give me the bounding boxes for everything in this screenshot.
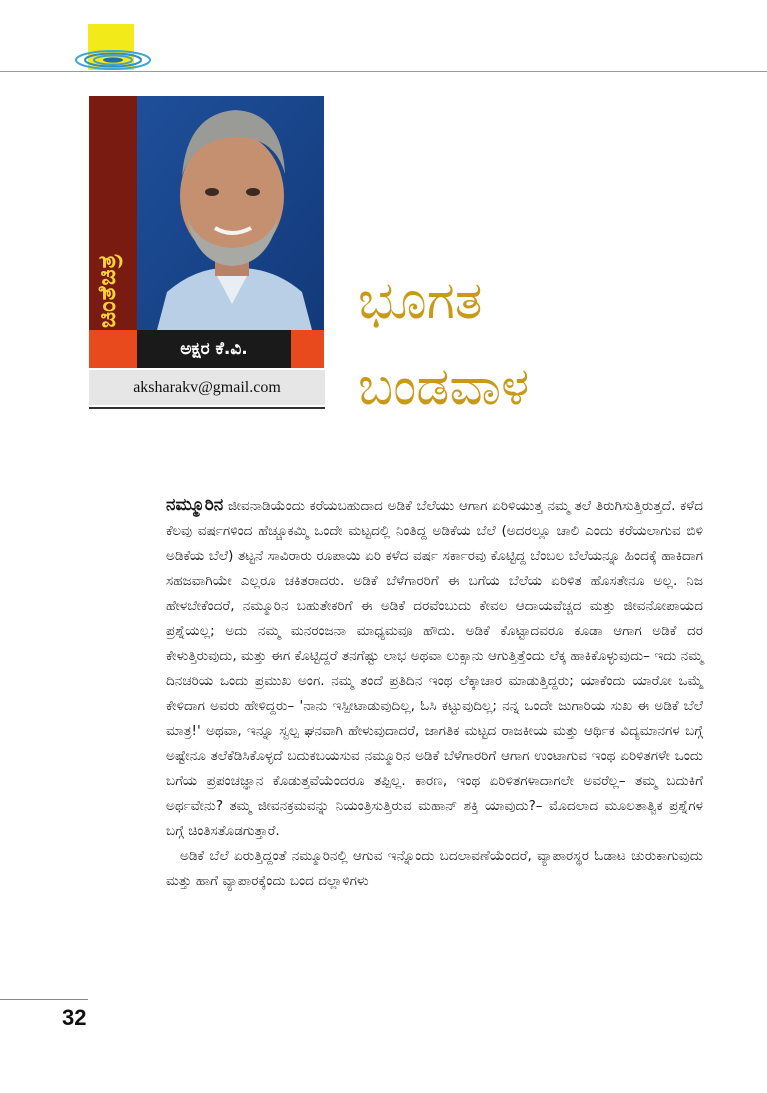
headline-line-2: ಬಂಡವಾಳ <box>358 357 530 417</box>
page-number: 32 <box>62 1005 87 1030</box>
author-email: aksharakv@gmail.com <box>89 370 325 405</box>
author-photo <box>137 96 324 330</box>
name-bar-left <box>89 330 137 368</box>
paragraph-1-text: ಜೀವನಾಡಿಯೆಂದು ಕರೆಯಬಹುದಾದ ಅಡಿಕೆ ಬೆಲೆಯು ಆಗಾಗ ಏರಿಳಿಯುತ್ತ ನಮ್ಮ ತಲೆ ತಿರುಗಿಸುತ್ತಿರುತ್ತದೆ. ಕಳೆದ ಕೆಲವು ವರ್ಷಗಳಿಂದ ಹೆಚ್ಚೂಕಮ್ಮಿ ಒಂದೇ ಮಟ್ಟದಲ್ಲಿ ನಿಂತಿದ್ದ ಅಡಿಕೆಯ ಬೆಲೆ (ಅದರಲ್ಲೂ ಚಾಲಿ ಎಂದು ಕರೆಯಲಾಗುವ ಬಿಳಿ ಅಡಿಕೆಯ ಬೆಲೆ) ತಟ್ಟನೆ ಸಾವಿರಾರು ರೂಪಾಯಿ ಏರಿ ಕಳೆದ ವರ್ಷ ಸರ್ಕಾರವು ಕೊಟ್ಟಿದ್ದ ಬೆಂಬಲ ಬೆಲೆಯನ್ನೂ ಹಿಂದಕ್ಕೆ ಹಾಕಿದಾಗ ಸಹಜವಾಗಿಯೇ ಎಲ್ಲರೂ ಚಕಿತರಾದರು. ಅಡಿಕೆ ಬೆಳೆಗಾರರಿಗೆ ಈ ಬಗೆಯ ಬೆಲೆಯ ಏರಿಳಿತ ಹೊಸತೇನೂ ಅಲ್ಲ. ನಿಜ ಹೇಳಬೇಕೆಂದರೆ, ನಮ್ಮೂರಿನ ಬಹುತೇಕರಿಗೆ ಈ ಅಡಿಕೆ ದರವೆಂಬುದು ಕೇವಲ ಆದಾಯವೆಚ್ಚದ ಮತ್ತು ಜೀವನೋಪಾಯದ ಪ್ರಶ್ನೆಯಲ್ಲ; ಅದು ನಮ್ಮ ಮನರಂಜನಾ ಮಾಧ್ಯಮವೂ ಹೌದು. ಅಡಿಕೆ ಕೊಟ್ಟಾದವರೂ ಕೂಡಾ ಆಗಾಗ ಅಡಿಕೆ ದರ ಕೇಳುತ್ತಿರುವುದು, ಮತ್ತು ಈಗ ಕೊಟ್ಟಿದ್ದರೆ ತನಗೆಷ್ಟು ಲಾಭ ಅಥವಾ ಲುಕ್ಸಾನು ಆಗುತ್ತಿತ್ತೆಂದು ಲೆಕ್ಕ ಹಾಕಿಕೊಳ್ಳುವುದು– ಇದು ನಮ್ಮ ದಿನಚರಿಯ ಒಂದು ಪ್ರಮುಖ ಅಂಗ. ನಮ್ಮ ತಂದೆ ಪ್ರತಿದಿನ ಇಂಥ ಲೆಕ್ಕಾಚಾರ ಮಾಡುತ್ತಿದ್ದರು; ಯಾಕೆಂದು ಯಾರೋ ಒಮ್ಮೆ ಕೇಳಿದಾಗ ಅವರು ಹೇಳಿದ್ದರು– 'ನಾನು ಇಸ್ಪೀಟಾಡುವುದಿಲ್ಲ, ಓಸಿ ಕಟ್ಟುವುದಿಲ್ಲ; ನನ್ನ ಒಂದೇ ಜುಗಾರಿಯ ಸುಖ ಈ ಅಡಿಕೆ ಬೆಲೆ ಮಾತ್ರ!' ಅಥವಾ, ಇನ್ನೂ ಸ್ವಲ್ಪ ಘನವಾಗಿ ಹೇಳುವುದಾದರೆ, ಜಾಗತಿಕ ಮಟ್ಟದ ರಾಜಕೀಯ ಮತ್ತು ಆರ್ಥಿಕ ವಿದ್ಯಮಾನಗಳ ಬಗ್ಗೆ ಅಷ್ಟೇನೂ ತಲೆಕೆಡಿಸಿಕೊಳ್ಳದೆ ಬದುಕಬಯಸುವ ನಮ್ಮೂರಿನ ಅಡಿಕೆ ಬೆಳೆಗಾರರಿಗೆ ಆಗಾಗ ಉಂಟಾಗುವ ಇಂಥ ಏರಿಳಿತಗಳೇ ಒಂದು ಬಗೆಯ ಪ್ರಪಂಚಜ್ಞಾನ ಕೊಡುತ್ತವೆಯೆಂದರೂ ತಪ್ಪಿಲ್ಲ. ಕಾರಣ, ಇಂಥ ಏರಿಳಿತಗಳಾದಾಗಲೇ ಅವರೆಲ್ಲ– ತಮ್ಮ ಬದುಕಿಗೆ ಅರ್ಥವೇನು? ತಮ್ಮ ಜೀವನಕ್ರಮವನ್ನು ನಿಯಂತ್ರಿಸುತ್ತಿರುವ ಮಹಾನ್ ಶಕ್ತಿ ಯಾವುದು?– ಮೊದಲಾದ ಮೂಲತಾತ್ವಿಕ ಪ್ರಶ್ನೆಗಳ ಬಗ್ಗೆ ಚಿಂತಿಸತೊಡಗುತ್ತಾರೆ. <box>166 498 703 839</box>
column-title: ಚಿಂತೆಚಿತ್ರ <box>93 253 121 328</box>
article-body <box>166 493 703 894</box>
paragraph-1 <box>166 493 703 844</box>
lead-word: ನಮ್ಮೂರಿನ <box>166 495 224 515</box>
footer-rule <box>0 999 88 1000</box>
article-headline <box>358 258 738 430</box>
headline-line-1: ಭೂಗತ <box>358 271 483 331</box>
paragraph-2: ಅಡಿಕೆ ಬೆಲೆ ಏರುತ್ತಿದ್ದಂತೆ ನಮ್ಮೂರಿನಲ್ಲಿ ಆಗುವ ಇನ್ನೊಂದು ಬದಲಾವಣೆಯೆಂದರೆ, ವ್ಯಾಪಾರಸ್ಥರ ಓಡಾಟ ಚುರುಕಾಗುವುದು ಮತ್ತು ಹಾಗೆ ವ್ಯಾಪಾರಕ್ಕೆಂದು ಬಂದ ದಲ್ಲಾಳಿಗಳು <box>166 848 703 889</box>
header-rule <box>0 71 767 72</box>
ripple-logo-icon <box>74 49 152 71</box>
author-name: ಅಕ್ಷರ ಕೆ.ವಿ. <box>137 330 291 368</box>
email-rule <box>89 407 325 409</box>
